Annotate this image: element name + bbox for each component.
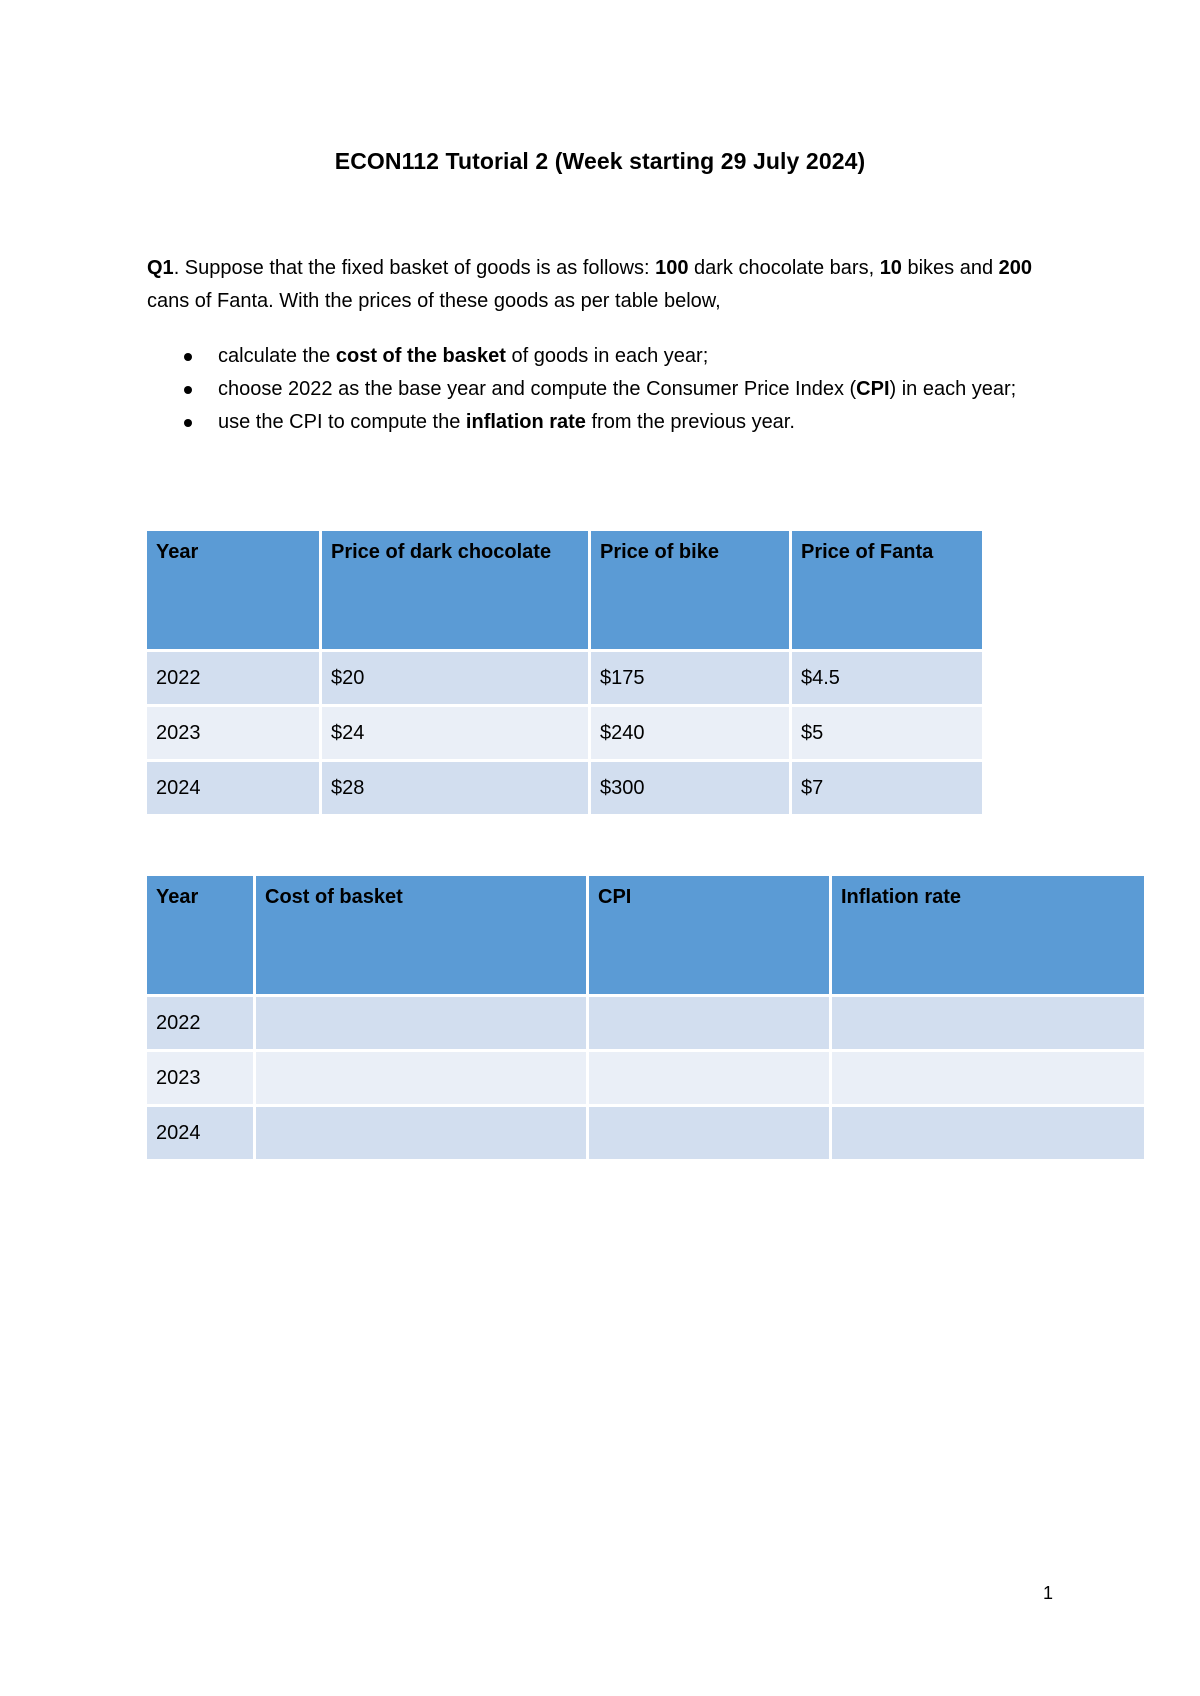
question-q1 <box>147 252 1047 318</box>
table-cell: $175 <box>591 652 789 704</box>
task-text: of goods in each year; <box>505 345 709 367</box>
table-cell: $24 <box>322 707 588 759</box>
bullet-icon <box>184 386 192 394</box>
table-header-row <box>147 531 982 649</box>
answer-cell <box>832 1052 1144 1104</box>
qty-bikes: 10 <box>879 257 902 279</box>
table-cell: 2022 <box>147 652 319 704</box>
task-item <box>147 406 1047 439</box>
table-cell: 2024 <box>147 762 319 814</box>
table-cell: 2023 <box>147 1052 253 1104</box>
answer-table <box>144 873 1147 1162</box>
table-row <box>147 1107 1144 1159</box>
answer-cell <box>256 997 586 1049</box>
table-cell: $240 <box>591 707 789 759</box>
bullet-icon <box>184 419 192 427</box>
table-row <box>147 652 982 704</box>
table-cell: $4.5 <box>792 652 982 704</box>
table-cell: $20 <box>322 652 588 704</box>
task-list <box>147 340 1047 439</box>
table-cell: 2023 <box>147 707 319 759</box>
question-text-2: dark chocolate bars, <box>688 257 880 279</box>
table-row <box>147 762 982 814</box>
table-header: Year <box>147 876 253 994</box>
question-label: Q1 <box>147 257 174 279</box>
task-keyword: CPI <box>856 378 890 400</box>
task-text: use the CPI to compute the <box>218 411 466 433</box>
table-header-row <box>147 876 1144 994</box>
task-keyword: inflation rate <box>465 411 586 433</box>
task-item <box>147 340 1047 373</box>
answer-cell <box>832 997 1144 1049</box>
task-item <box>147 373 1047 406</box>
table-header: CPI <box>589 876 829 994</box>
table-header: Inflation rate <box>832 876 1144 994</box>
question-text-3: bikes and <box>901 257 999 279</box>
table-cell: $7 <box>792 762 982 814</box>
bullet-icon <box>184 353 192 361</box>
table-row <box>147 997 1144 1049</box>
page-title: ECON112 Tutorial 2 (Week starting 29 July 2024) <box>334 148 866 174</box>
qty-fanta: 200 <box>998 257 1033 279</box>
question-text-1: . Suppose that the fixed basket of goods is as follows: <box>173 257 656 279</box>
task-keyword: cost of the basket <box>335 345 506 367</box>
table-cell: $300 <box>591 762 789 814</box>
table-header: Year <box>147 531 319 649</box>
answer-cell <box>256 1052 586 1104</box>
answer-cell <box>589 1052 829 1104</box>
table-row <box>147 1052 1144 1104</box>
task-text: ) in each year; <box>889 378 1017 400</box>
page-number: 1 <box>1043 1583 1054 1603</box>
answer-cell <box>589 1107 829 1159</box>
table-cell: $28 <box>322 762 588 814</box>
table-header: Price of Fanta <box>792 531 982 649</box>
answer-cell <box>256 1107 586 1159</box>
table-cell: $5 <box>792 707 982 759</box>
price-table <box>144 528 985 817</box>
table-header: Cost of basket <box>256 876 586 994</box>
qty-chocolate: 100 <box>655 257 689 279</box>
table-cell: 2024 <box>147 1107 253 1159</box>
task-text: calculate the <box>218 345 336 367</box>
answer-cell <box>832 1107 1144 1159</box>
answer-cell <box>589 997 829 1049</box>
table-header: Price of bike <box>591 531 789 649</box>
table-header: Price of dark chocolate <box>322 531 588 649</box>
task-text: from the previous year. <box>585 411 795 433</box>
table-row <box>147 707 982 759</box>
question-text-4: cans of Fanta. With the prices of these goods as per table below, <box>147 290 721 312</box>
table-cell: 2022 <box>147 997 253 1049</box>
task-text: choose 2022 as the base year and compute the Consumer Price Index ( <box>218 378 857 400</box>
